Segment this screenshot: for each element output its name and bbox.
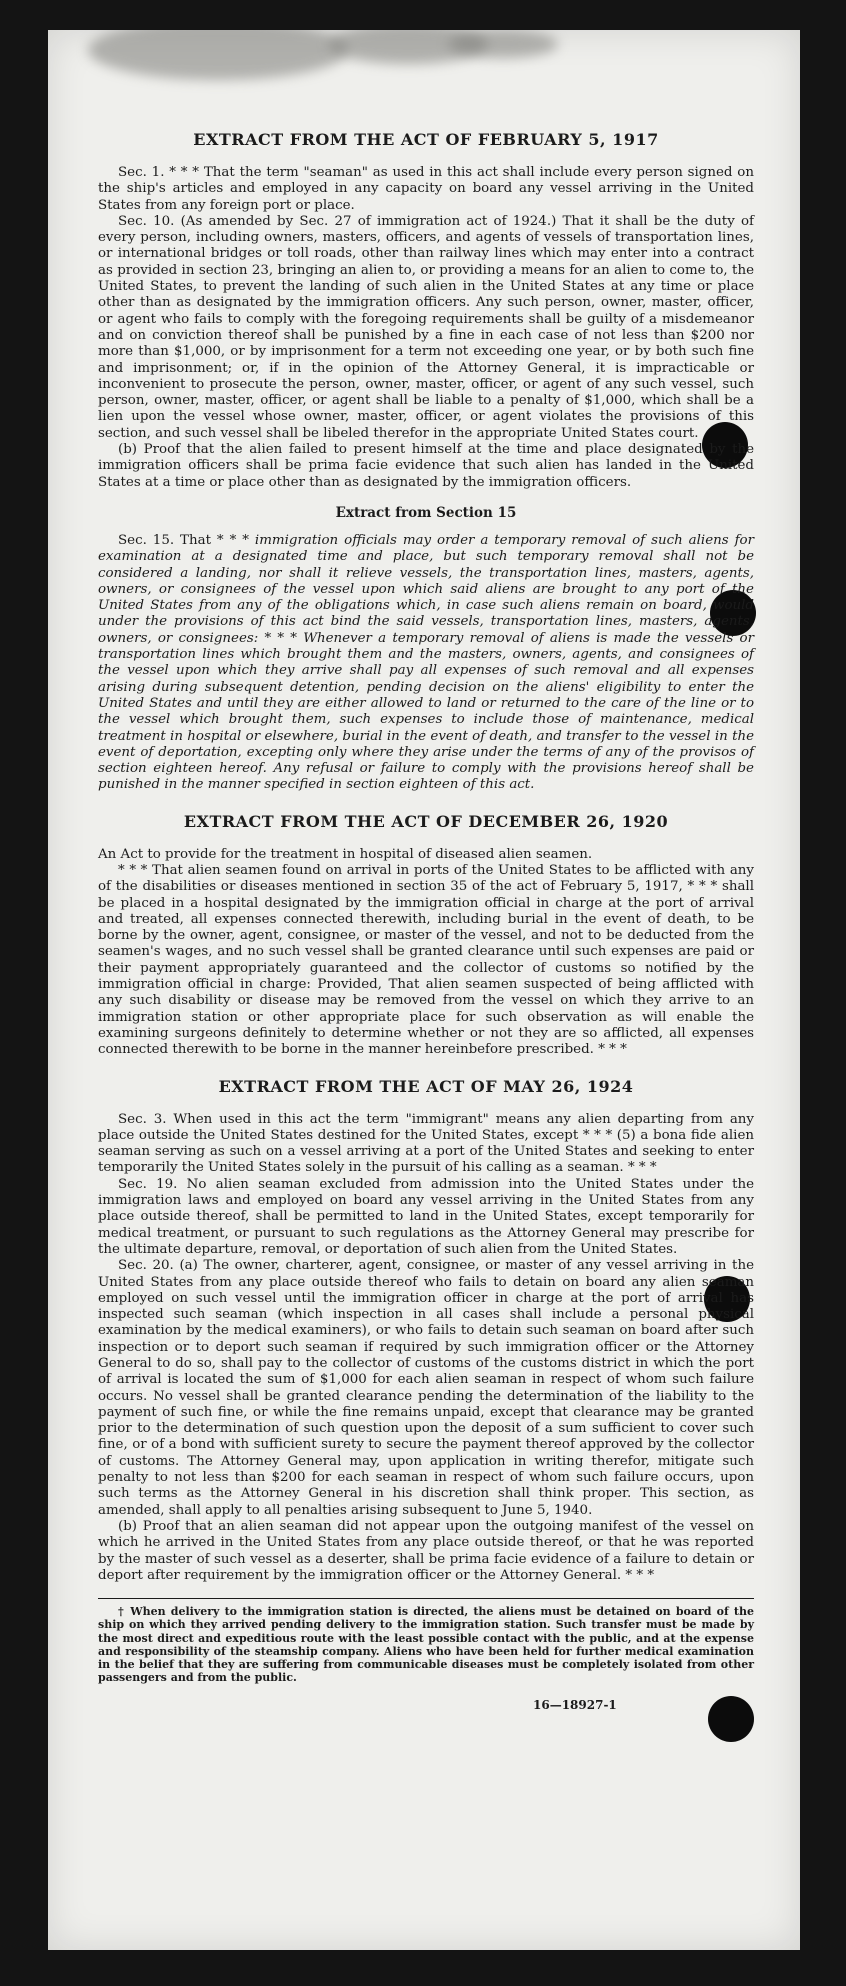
- water-stain: [88, 30, 348, 80]
- act-1924-section-20a: Sec. 20. (a) The owner, charterer, agent, consignee, or master of any vessel arriving in the United States from any place outside thereof who fails to detain on board any alien seaman employed on such vessel until the immigration officer in charge at the port of arrival has inspected such seaman (which inspection in all cases shall include a personal physical examination by the medical examiners), or who fails to detain such seaman on board after such inspection or to deport such seaman if required by such immigration officer or the Attorney General to do so, shall pay to the collector of customs of the customs district in which the port of arrival is located the sum of $1,000 for each alien seaman in respect of whom such failure occurs. No vessel shall be granted clearance pending the determination of the liability to the payment of such fine, or while the fine remains unpaid, except that clearance may be granted prior to the determination of such question upon the deposit of a sum sufficient to cover such fine, or of a bond with sufficient surety to secure the payment thereof approved by the collector of customs. The Attorney General may, upon application in writing therefor, mitigate such penalty to not less than $200 for each seaman in respect of whom such failure occurs, upon such terms as the Attorney General in his discretion shall think proper. This section, as amended, shall apply to all penalties arising subsequent to June 5, 1940.: [98, 1258, 754, 1518]
- act-1924-section-19: Sec. 19. No alien seaman excluded from admission into the United States under the immigration laws and employed on board any vessel arriving in the United States from any place outside thereof, shall be permitted to land in the United States, except temporarily for medical treatment, or pursuant to such regulations as the Attorney General may prescribe for the ultimate departure, removal, or deportation of such alien from the United States.: [98, 1176, 754, 1257]
- act-1924-section-3: Sec. 3. When used in this act the term "immigrant" means any alien departing from any place outside the United States destined for the United States, except * * * (5) a bona fide alien seaman serving as such on a vessel arriving at a port of the United States and seeking to enter temporarily the United States solely in the pursuit of his calling as a seaman. * * *: [98, 1111, 754, 1176]
- heading-act-1920: EXTRACT FROM THE ACT OF DECEMBER 26, 1920: [183, 811, 669, 831]
- footnote: † When delivery to the immigration station is directed, the aliens must be detained on board of the ship on which they arrived pending delivery to the immigration station. Such transfer must be made by the most direct and expeditious route with the least possible contact with the public, and at the expense and responsibility of the steamship company. Aliens who have been held for further medical examination in the belief that they are suffering from communicable diseases must be completely isolated from other passengers and from the public.: [98, 1605, 754, 1685]
- heading-section-15: Extract from Section 15: [335, 504, 517, 521]
- act-1920-body: * * * That alien seamen found on arrival in ports of the United States to be afflicted with any of the disabilities or diseases mentioned in section 35 of the act of February 5, 1917, * * * shall be placed in a hospital designated by the immigration official in charge at the port of arrival and treated, all expenses connected therewith, including burial in the event of death, to be borne by the owner, agent, consignee, or master of the vessel, and not to be deducted from the seamen's wages, and no such vessel shall be granted clearance until such expenses are paid or their payment appropriately guaranteed and the collector of customs so notified by the immigration official in charge: Provided, That alien seamen suspected of being afflicted with any such disability or disease may be removed from the vessel on which they arrive to an immigration station or other appropriate place for such observation as will enable the examining surgeons definitely to determine whether or not they are so afflicted, all expenses connected therewith to be borne in the manner hereinbefore prescribed. * * *: [98, 862, 754, 1058]
- act-1924-section-20b: (b) Proof that an alien seaman did not appear upon the outgoing manifest of the vessel on which he arrived in the United States from any place outside thereof, or that he was reported by the master of such vessel as a deserter, shall be prima facie evidence of a failure to detain or deport after requirement by the immigration officer or the Attorney General. * * *: [98, 1518, 754, 1583]
- document-page: [48, 30, 800, 1950]
- water-stain: [448, 30, 558, 58]
- form-number: 16—18927-1: [533, 1698, 617, 1713]
- act-1920-intro: An Act to provide for the treatment in hospital of diseased alien seamen.: [98, 846, 593, 862]
- footnote-divider: [98, 1598, 754, 1599]
- act-1917-section-1: Sec. 1. * * * That the term "seaman" as used in this act shall include every person signed on the ship's articles and employed in any capacity on board any vessel arriving in the United States from any foreign port or place.: [98, 165, 754, 213]
- heading-act-1924: EXTRACT FROM THE ACT OF MAY 26, 1924: [218, 1076, 634, 1096]
- act-1917-proof-paragraph: (b) Proof that the alien failed to present himself at the time and place designated by the immigration officers shall be prima facie evidence that such alien has landed in the United States at a time or place other than as designated by the immigration officers.: [98, 442, 754, 490]
- section-15-lead: Sec. 15. That * * *: [118, 532, 249, 548]
- heading-act-1917: EXTRACT FROM THE ACT OF FEBRUARY 5, 1917: [193, 130, 659, 149]
- section-15-paragraph: [98, 533, 754, 794]
- document-body: [98, 130, 754, 1712]
- section-15-text: immigration officials may order a temporary removal of such aliens for examination at a designated time and place, but such temporary removal shall not be considered a landing, nor shall it relieve vessels, the transportation lines, masters, agents, owners, or consignees of the vessel upon which said aliens are brought to any port of the United States from any of the obligations which, in case such aliens remain on board, would under the provisions of this act bind the said vessels, transportation lines, masters, agents, owners, or consignees: * * * Whenever a temporary removal of aliens is made the vessels or transportation lines which brought them and the masters, owners, agents, and consignees of the vessel upon which they arrive shall pay all expenses of such removal and all expenses arising during subsequent detention, pending decision on the aliens' eligibility to enter the United States and until they are either allowed to land or returned to the care of the line or to the vessel which brought them, such expenses to include those of maintenance, medical treatment in hospital or elsewhere, burial in the event of death, and transfer to the vessel in the event of deportation, excepting only where they arise under the terms of any of the provisos of section eighteen hereof. Any refusal or failure to comply with the provisions hereof shall be punished in the manner specified in section eighteen of this act.: [98, 532, 754, 793]
- act-1917-section-10: Sec. 10. (As amended by Sec. 27 of immigration act of 1924.) That it shall be the duty of every person, including owners, masters, officers, and agents of vessels of transportation lines, or international bridges or toll roads, other than railway lines which may enter into a contract as provided in section 23, bringing an alien to, or providing a means for an alien to come to, the United States, to prevent the landing of such alien in the United States at any time or place other than as designated by the immigration officers. Any such person, owner, master, officer, or agent who fails to comply with the foregoing requirements shall be guilty of a misdemeanor and on conviction thereof shall be punished by a fine in each case of not less than $200 nor more than $1,000, or by imprisonment for a term not exceeding one year, or by both such fine and imprisonment; or, if in the opinion of the Attorney General, it is impracticable or inconvenient to prosecute the person, owner, master, officer, or agent of any such vessel, such person, owner, master, officer, or agent shall be liable to a penalty of $1,000, which shall be a lien upon the vessel whose owner, master, officer, or agent violates the provisions of this section, and such vessel shall be libeled therefor in the appropriate United States court.: [98, 213, 754, 441]
